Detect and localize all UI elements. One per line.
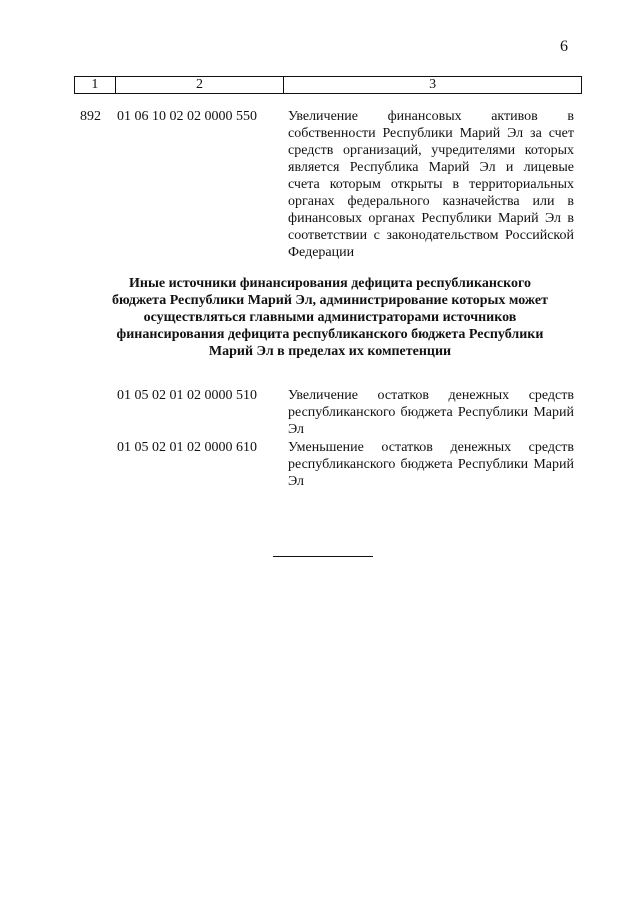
source-code: 01 05 02 01 02 0000 510: [117, 388, 257, 403]
source-code: 01 05 02 01 02 0000 610: [117, 440, 257, 455]
source-code: 01 06 10 02 02 0000 550: [117, 109, 257, 124]
footer-rule: [273, 556, 373, 557]
section-title: Иные источники финансирования дефицита республиканского бюджета Республики Марий Эл, администрирование которых может осуществляться главными администраторами источников финансирования дефицита республиканского бюджета Республики Марий Эл в пределах их компетенции: [111, 276, 548, 359]
column-header-table: [74, 76, 582, 94]
column-header-1: 1: [75, 77, 116, 94]
page-number: 6: [560, 38, 568, 55]
column-header-row: [75, 77, 582, 94]
source-description: Уменьшение остатков денежных средств республиканского бюджета Республики Марий Эл: [288, 440, 574, 489]
source-description: Увеличение остатков денежных средств республиканского бюджета Республики Марий Эл: [288, 388, 574, 437]
admin-code: 892: [80, 109, 101, 124]
source-description: Увеличение финансовых активов в собственности Республики Марий Эл за счет средств организаций, учредителями которых является Республика Марий Эл и лицевые счета которым открыты в территориальных органах федерального казначейства или в финансовых органах Республики Марий Эл в соответствии с законодательством Российской Федерации: [288, 109, 574, 260]
column-header-2: 2: [115, 77, 283, 94]
column-header-3: 3: [284, 77, 582, 94]
